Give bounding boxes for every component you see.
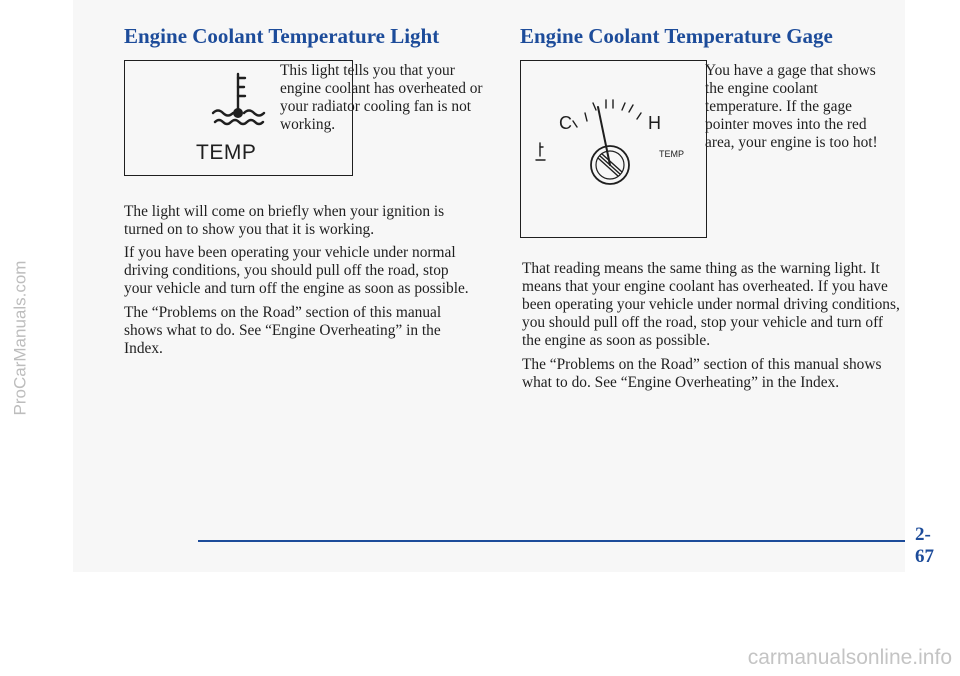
left-heading: Engine Coolant Temperature Light — [124, 24, 440, 48]
left-intro-text: This light tells you that your engine coolant has overheated or your radiator cooling fan is not working. — [280, 62, 483, 133]
gauge-cold-label: C — [559, 113, 572, 133]
right-paragraph-1: That reading means the same thing as the warning light. It means that your engine coolant has overheated. If you have been operating your vehicle under normal driving conditions, you should pull off the road, stop your vehicle and turn off the engine as soon as possible. — [522, 260, 900, 349]
right-intro-text: You have a gage that shows the engine coolant temperature. If the gage pointer moves into the red area, your engine is too hot! — [705, 62, 878, 151]
figure-temp-label: TEMP — [196, 141, 257, 164]
gauge-temp-label: TEMP — [659, 149, 685, 159]
footer-rule — [198, 540, 905, 542]
thermometer-icon — [534, 141, 548, 163]
bottom-watermark: carmanualsonline.info — [747, 646, 952, 669]
manual-page — [73, 0, 934, 572]
side-watermark — [2, 0, 38, 676]
gauge-hot-label: H — [648, 113, 661, 133]
left-paragraph-3: The “Problems on the Road” section of this manual shows what to do. See “Engine Overheating” in the Index. — [124, 304, 442, 357]
page-number: 2-67 — [915, 524, 934, 567]
right-heading: Engine Coolant Temperature Gage — [520, 24, 833, 48]
left-paragraph-1: The light will come on briefly when your ignition is turned on to show you that it is working. — [124, 203, 445, 238]
side-watermark-text: ProCarManuals.com — [10, 260, 30, 416]
left-paragraph-2: If you have been operating your vehicle under normal driving conditions, you should pull off the road, stop your vehicle and turn off the engine as soon as possible. — [124, 244, 469, 297]
temperature-gauge-figure — [520, 60, 707, 238]
right-paragraph-2: The “Problems on the Road” section of this manual shows what to do. See “Engine Overheating” in the Index. — [522, 356, 882, 391]
